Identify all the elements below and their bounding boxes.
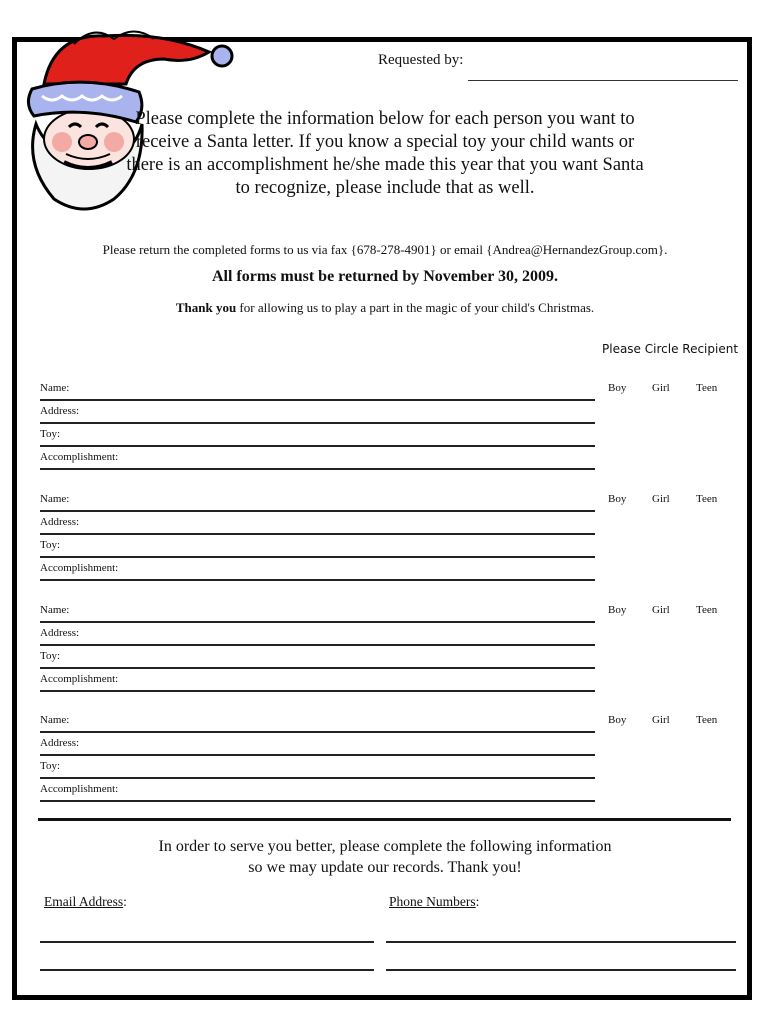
- name-field[interactable]: Name:: [40, 378, 595, 401]
- address-field[interactable]: Address:: [40, 512, 595, 535]
- option-girl[interactable]: Girl: [652, 604, 670, 616]
- option-girl[interactable]: Girl: [652, 493, 670, 505]
- option-boy[interactable]: Boy: [608, 493, 627, 505]
- accomplishment-field[interactable]: Accomplishment:: [40, 779, 595, 802]
- name-field[interactable]: Name:: [40, 600, 595, 623]
- toy-field[interactable]: Toy:: [40, 424, 595, 447]
- option-teen[interactable]: Teen: [696, 714, 718, 726]
- option-girl[interactable]: Girl: [652, 714, 670, 726]
- option-teen[interactable]: Teen: [696, 493, 718, 505]
- option-boy[interactable]: Boy: [608, 382, 627, 394]
- accomplishment-field[interactable]: Accomplishment:: [40, 558, 595, 581]
- email-address-label: [44, 894, 127, 910]
- name-field[interactable]: Name:: [40, 489, 595, 512]
- person-block-1: [40, 378, 740, 488]
- address-field[interactable]: Address:: [40, 401, 595, 424]
- phone-label-colon: :: [475, 894, 480, 909]
- email-line-1[interactable]: [40, 941, 374, 943]
- circle-recipient-label: Please Circle Recipient: [602, 342, 739, 356]
- thank-you-rest: for allowing us to play a part in the magic of your child's Christmas.: [236, 300, 595, 315]
- thank-you-line: [0, 300, 770, 316]
- deadline-notice: All forms must be returned by November 30, 2009.: [211, 268, 559, 285]
- thank-you-bold: Thank you: [175, 300, 237, 315]
- email-label-colon: :: [123, 894, 127, 909]
- phone-line-2[interactable]: [386, 969, 736, 971]
- email-label-text: Email Address: [44, 894, 124, 909]
- address-field[interactable]: Address:: [40, 623, 595, 646]
- email-line-2[interactable]: [40, 969, 374, 971]
- accomplishment-field[interactable]: Accomplishment:: [40, 447, 595, 470]
- person-block-3: [40, 600, 740, 710]
- closing-line-1: In order to serve you better, please complete the following information: [158, 838, 612, 855]
- toy-field[interactable]: Toy:: [40, 646, 595, 669]
- option-teen[interactable]: Teen: [696, 604, 718, 616]
- phone-line-1[interactable]: [386, 941, 736, 943]
- phone-label-text: Phone Numbers: [389, 894, 476, 909]
- option-girl[interactable]: Girl: [652, 382, 670, 394]
- requested-by-label: Requested by:: [378, 52, 464, 68]
- requested-by-line[interactable]: [468, 80, 738, 81]
- closing-line-2: so we may update our records. Thank you!: [248, 859, 522, 876]
- name-field[interactable]: Name:: [40, 710, 595, 733]
- option-boy[interactable]: Boy: [608, 604, 627, 616]
- section-divider: [38, 818, 731, 821]
- phone-numbers-label: [389, 894, 479, 910]
- person-block-2: [40, 489, 740, 599]
- toy-field[interactable]: Toy:: [40, 535, 595, 558]
- option-teen[interactable]: Teen: [696, 382, 718, 394]
- accomplishment-field[interactable]: Accomplishment:: [40, 669, 595, 692]
- closing-text: [0, 836, 770, 878]
- intro-paragraph: Please complete the information below for each person you want to receive a Santa letter. If you know a special toy your child wants or there is an accomplishment he/she made this year that you want Santa to recognize, please include that as well.: [126, 109, 644, 198]
- toy-field[interactable]: Toy:: [40, 756, 595, 779]
- option-boy[interactable]: Boy: [608, 714, 627, 726]
- address-field[interactable]: Address:: [40, 733, 595, 756]
- person-block-4: [40, 710, 740, 820]
- return-instructions: Please return the completed forms to us via fax {678-278-4901} or email {Andrea@HernandezGroup.com}.: [102, 242, 668, 257]
